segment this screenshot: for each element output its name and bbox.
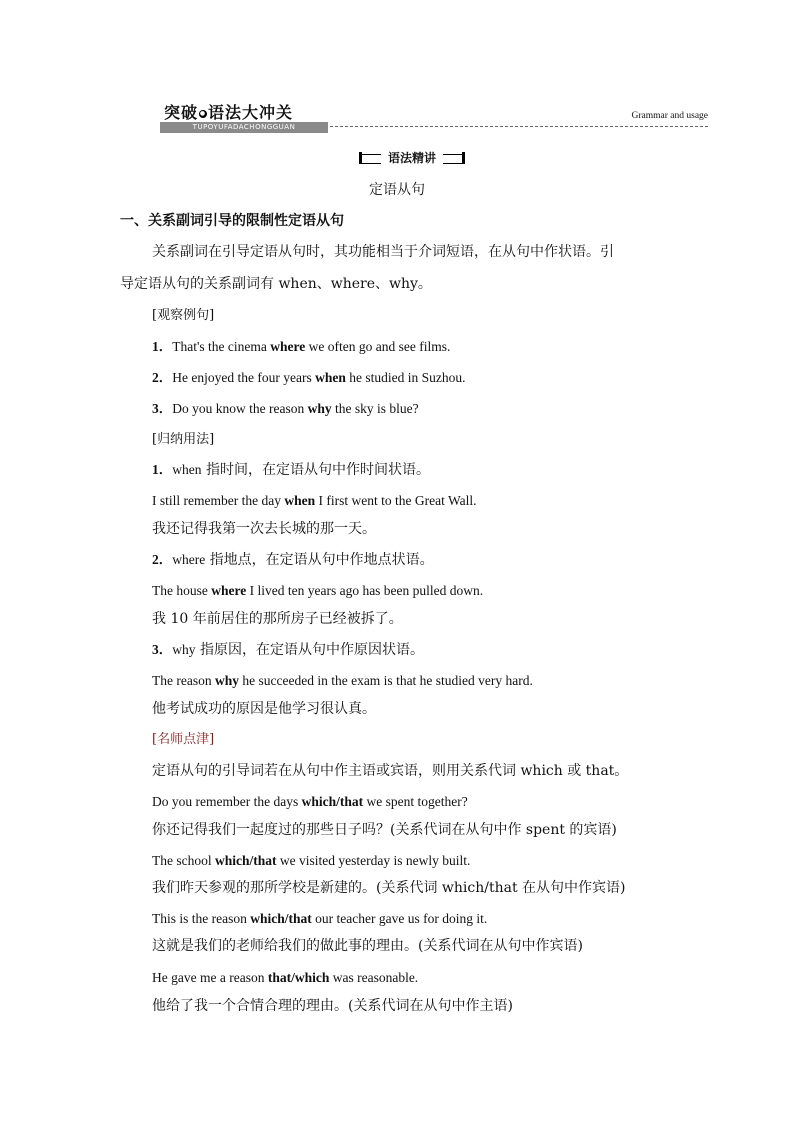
header-title-part2: 语法大冲关 (208, 103, 294, 122)
section-label-text: 语法精讲 (381, 150, 443, 167)
example-text: Do you remember the days (152, 794, 302, 809)
section-heading: 一、关系副词引导的限制性定语从句 (120, 213, 344, 229)
example-keyword: where (270, 339, 306, 354)
section-label (361, 150, 463, 167)
example-keyword: that/which (267, 970, 330, 985)
example-text: he studied in Suzhou. (345, 370, 466, 385)
example-text: The school (152, 853, 215, 868)
example-text: I lived ten years ago has been pulled down. (246, 583, 484, 598)
example-keyword: when (315, 370, 346, 385)
topic-title: 定语从句 (369, 182, 425, 198)
usage-example-1 (152, 491, 476, 511)
header-pinyin: TUPOYUFADACHONGGUAN (160, 122, 328, 133)
tips-translation-1: 你还记得我们一起度过的那些日子吗？(关系代词在从句中作 spent 的宾语) (152, 822, 617, 838)
rule-keyword: when (172, 462, 202, 477)
observe-example-1 (152, 337, 450, 357)
section-label-cap-right (462, 152, 465, 164)
usage-example-2 (152, 581, 483, 601)
rule-text: 指原因，在定语从句中作原因状语。 (195, 642, 424, 658)
usage-label: [归纳用法] (152, 432, 215, 447)
intro-line-2: 导定语从句的关系副词有 when、where、why。 (120, 276, 432, 292)
example-keyword: where (211, 583, 247, 598)
example-text: He enjoyed the four years (172, 370, 316, 385)
example-text: we spent together? (363, 794, 468, 809)
rule-number: 2． (152, 552, 173, 567)
usage-translation-3: 他考试成功的原因是他学习很认真。 (152, 701, 376, 717)
observe-example-2 (152, 368, 465, 388)
tips-example-4 (152, 968, 418, 988)
observe-label: [观察例句] (152, 308, 215, 323)
header-title (164, 100, 293, 123)
example-text: He gave me a reason (152, 970, 268, 985)
intro-line-1: 关系副词在引导定语从句时，其功能相当于介词短语，在从句中作状语。引 (152, 244, 614, 260)
example-text: was reasonable. (329, 970, 419, 985)
example-keyword: why (214, 673, 239, 688)
example-text: The house (152, 583, 212, 598)
example-text: our teacher gave us for doing it. (311, 911, 488, 926)
example-text: the sky is blue? (331, 401, 419, 416)
tips-example-1 (152, 792, 468, 812)
rule-text: 指地点，在定语从句中作地点状语。 (205, 552, 434, 568)
rule-keyword: where (172, 552, 206, 567)
usage-rule-1 (152, 460, 430, 480)
header-title-part1: 突破 (164, 103, 199, 122)
example-text: we visited yesterday is newly built. (276, 853, 471, 868)
tips-label: [名师点津] (152, 732, 215, 747)
usage-rule-3 (152, 640, 424, 660)
example-text: I first went to the Great Wall. (315, 493, 477, 508)
example-text: This is the reason (152, 911, 251, 926)
usage-translation-2: 我 10 年前居住的那所房子已经被拆了。 (152, 611, 403, 627)
header-right-text: Grammar and usage (631, 111, 708, 121)
example-number: 2． (152, 370, 173, 385)
example-keyword: when (284, 493, 316, 508)
example-text: he succeeded in the exam is that he studied very hard. (239, 673, 533, 688)
example-text: we often go and see films. (305, 339, 451, 354)
section-label-cap-left (359, 152, 362, 164)
header-divider (330, 126, 708, 127)
header-logo (160, 100, 330, 134)
example-text: I still remember the day (152, 493, 285, 508)
example-text: That's the cinema (172, 339, 271, 354)
usage-translation-1: 我还记得我第一次去长城的那一天。 (152, 521, 376, 537)
rule-number: 1． (152, 462, 173, 477)
tips-example-2 (152, 851, 470, 871)
example-keyword: which/that (301, 794, 364, 809)
rule-text: 指时间，在定语从句中作时间状语。 (201, 462, 430, 478)
tips-intro: 定语从句的引导词若在从句中作主语或宾语，则用关系代词 which 或 that。 (152, 763, 629, 779)
example-keyword: which/that (215, 853, 277, 868)
example-keyword: why (307, 401, 332, 416)
tips-translation-2: 我们昨天参观的那所学校是新建的。(关系代词 which/that 在从句中作宾语) (152, 880, 626, 896)
observe-example-3 (152, 399, 419, 419)
rule-number: 3． (152, 642, 173, 657)
tips-example-3 (152, 909, 487, 929)
example-number: 1． (152, 339, 173, 354)
separator-dot-icon: ● (199, 109, 207, 117)
example-number: 3． (152, 401, 173, 416)
usage-example-3 (152, 671, 533, 691)
rule-keyword: why (172, 642, 196, 657)
tips-translation-4: 他给了我一个合情合理的理由。(关系代词在从句中作主语) (152, 998, 513, 1014)
example-text: The reason (152, 673, 215, 688)
tips-translation-3: 这就是我们的老师给我们的做此事的理由。(关系代词在从句中作宾语) (152, 938, 583, 954)
example-keyword: which/that (250, 911, 312, 926)
usage-rule-2 (152, 550, 434, 570)
example-text: Do you know the reason (172, 401, 308, 416)
